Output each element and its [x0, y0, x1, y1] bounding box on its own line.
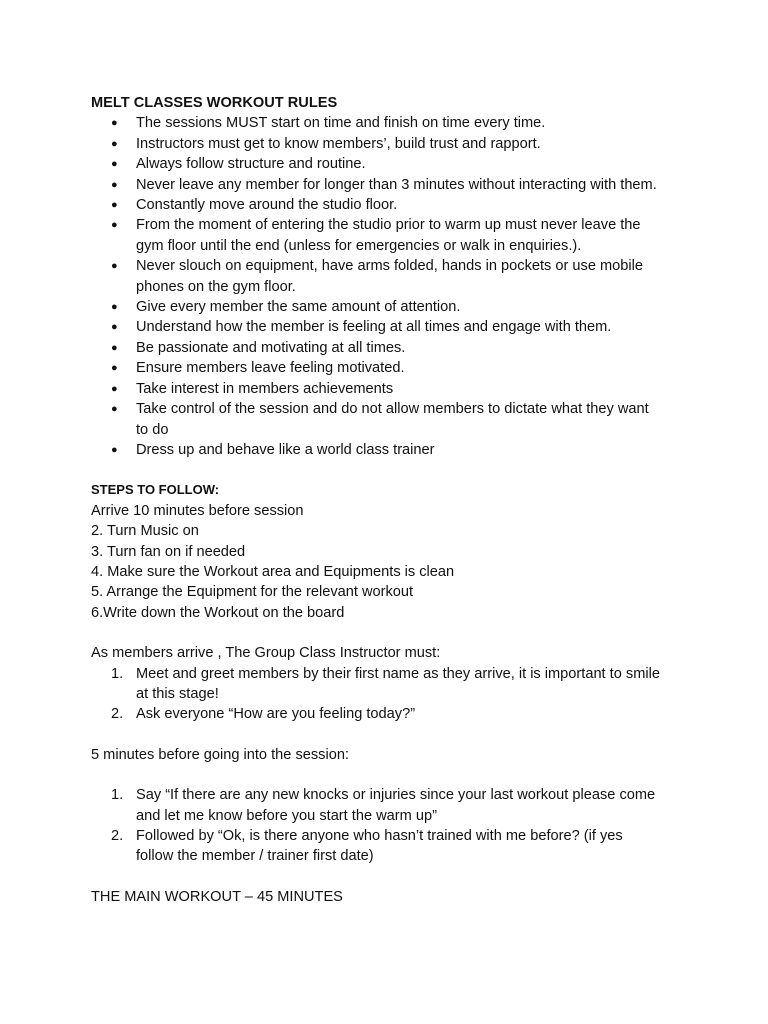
bullet-icon: ●: [111, 178, 118, 191]
bullet-icon: ●: [111, 341, 118, 354]
list-item: [91, 317, 691, 337]
spacer: [91, 460, 691, 480]
step-item: 4. Make sure the Workout area and Equipments is clean: [91, 563, 455, 580]
step-item: 2. Turn Music on: [91, 523, 199, 540]
list-number: 1.: [111, 787, 124, 804]
list-item: [91, 664, 691, 705]
list-item: [91, 826, 691, 867]
list-item-text: Constantly move around the studio floor.: [136, 197, 398, 214]
list-item: [91, 358, 691, 378]
bullet-icon: ●: [111, 443, 118, 456]
step-item: Arrive 10 minutes before session: [91, 502, 304, 519]
list-item-text: Never slouch on equipment, have arms folded, hands in pockets or use mobile: [136, 258, 644, 275]
list-item-text: The sessions MUST start on time and finish on time every time.: [136, 115, 546, 132]
list-item-text: Ask everyone “How are you feeling today?”: [136, 706, 416, 723]
arrival-intro: As members arrive , The Group Class Instructor must:: [91, 645, 441, 662]
bullet-icon: ●: [111, 382, 118, 395]
before-session-list: [91, 785, 691, 867]
spacer: [91, 765, 691, 785]
list-item-text: Instructors must get to know members’, build trust and rapport.: [136, 135, 541, 152]
step-item: 5. Arrange the Equipment for the relevant workout: [91, 584, 414, 601]
bullet-icon: ●: [111, 362, 118, 375]
bullet-icon: ●: [111, 219, 118, 232]
list-item-text: Take interest in members achievements: [136, 380, 394, 397]
step-item: 3. Turn fan on if needed: [91, 543, 246, 560]
list-item-text: Followed by “Ok, is there anyone who hasn’t trained with me before? (if yes: [136, 828, 623, 844]
list-item-text: Take control of the session and do not allow members to dictate what they want: [136, 401, 649, 418]
list-item: [91, 215, 691, 256]
list-item-text: follow the member / trainer first date): [136, 848, 374, 865]
list-item: [91, 134, 691, 154]
list-item: [91, 785, 691, 826]
list-item-text: phones on the gym floor.: [136, 278, 296, 295]
list-item: [91, 195, 691, 215]
spacer: [91, 867, 691, 887]
list-item: [91, 440, 691, 460]
list-item: [91, 379, 691, 399]
list-number: 2.: [111, 706, 124, 723]
rules-list: [91, 113, 691, 460]
spacer: [91, 725, 691, 745]
bullet-icon: ●: [111, 117, 118, 130]
list-item-text: Meet and greet members by their first name as they arrive, it is important to smile: [136, 665, 660, 682]
list-item: [91, 704, 691, 724]
list-item-text: Understand how the member is feeling at all times and engage with them.: [136, 319, 612, 336]
list-item-text: at this stage!: [136, 685, 219, 702]
list-item-text: From the moment of entering the studio prior to warm up must never leave the: [136, 217, 641, 234]
list-item: [91, 113, 691, 133]
list-number: 2.: [111, 828, 124, 844]
list-item: [91, 154, 691, 174]
list-item-text: gym floor until the end (unless for emergencies or walk in enquiries.).: [136, 237, 582, 254]
document-body: [91, 93, 691, 907]
list-item-text: Give every member the same amount of attention.: [136, 299, 461, 316]
list-item-text: to do: [136, 421, 169, 438]
bullet-icon: ●: [111, 137, 118, 150]
before-session-intro: 5 minutes before going into the session:: [91, 746, 349, 763]
bullet-icon: ●: [111, 199, 118, 212]
main-workout-heading: THE MAIN WORKOUT – 45 MINUTES: [91, 888, 343, 905]
bullet-icon: ●: [111, 321, 118, 334]
arrival-list: [91, 664, 691, 725]
list-item-text: Ensure members leave feeling motivated.: [136, 360, 405, 377]
list-number: 1.: [111, 665, 124, 682]
list-item-text: Always follow structure and routine.: [136, 156, 366, 173]
list-item-text: Say “If there are any new knocks or injuries since your last workout please come: [136, 787, 656, 804]
list-item: [91, 399, 691, 440]
steps-title: STEPS TO FOLLOW:: [91, 482, 220, 498]
list-item: [91, 175, 691, 195]
list-item-text: and let me know before you start the warm up”: [136, 807, 437, 824]
spacer: [91, 623, 691, 643]
list-item: [91, 256, 691, 297]
step-item: 6.Write down the Workout on the board: [91, 604, 345, 621]
steps-list: [91, 501, 691, 623]
bullet-icon: ●: [111, 260, 118, 273]
bullet-icon: ●: [111, 301, 118, 314]
list-item-text: Dress up and behave like a world class trainer: [136, 441, 435, 458]
bullet-icon: ●: [111, 403, 118, 416]
list-item-text: Be passionate and motivating at all times.: [136, 339, 406, 356]
bullet-icon: ●: [111, 158, 118, 171]
list-item: [91, 338, 691, 358]
list-item-text: Never leave any member for longer than 3 minutes without interacting with them.: [136, 176, 657, 193]
rules-title: MELT CLASSES WORKOUT RULES: [91, 95, 338, 111]
list-item: [91, 297, 691, 317]
